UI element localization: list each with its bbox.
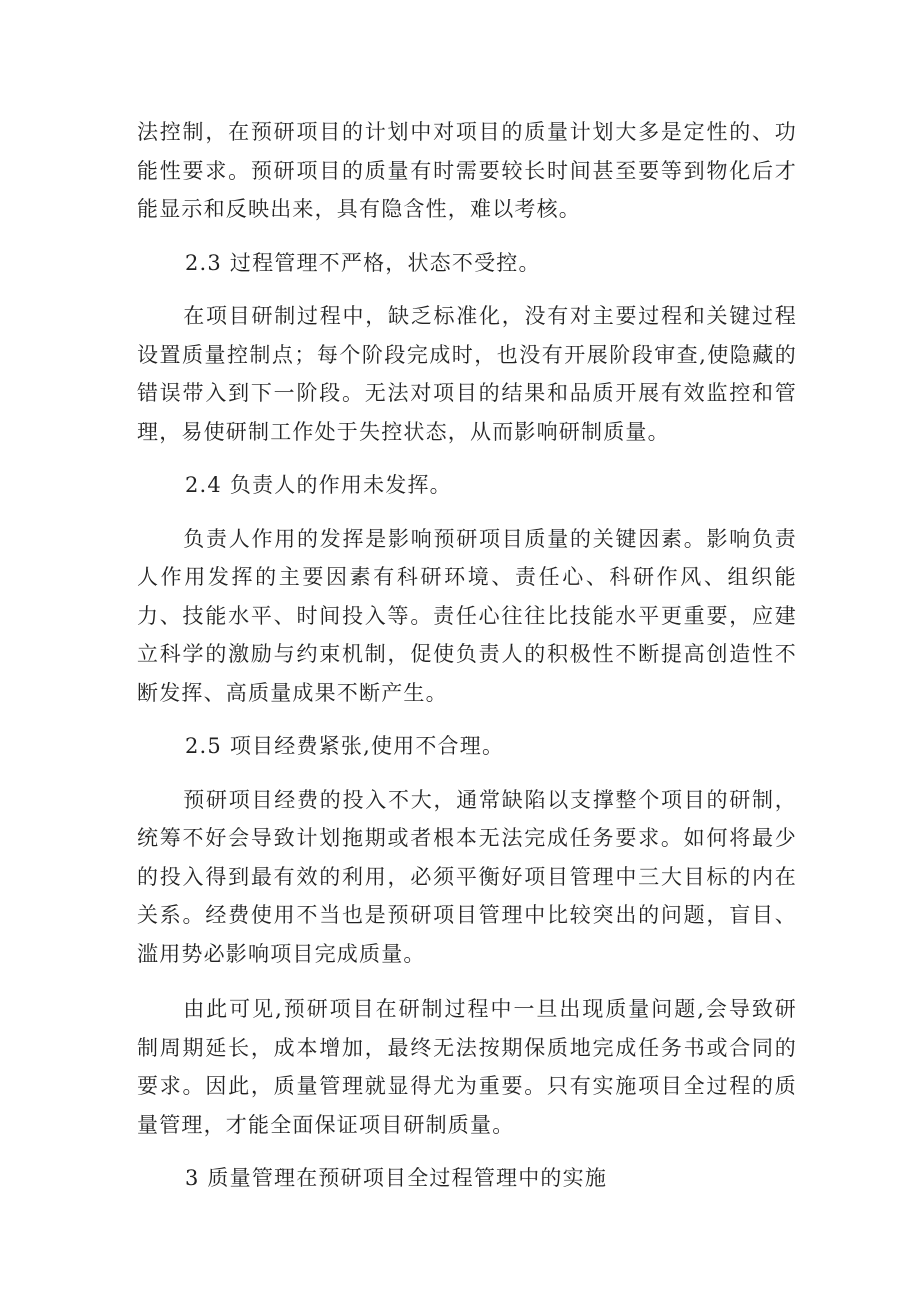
heading-3: 3 质量管理在预研项目全过程管理中的实施 bbox=[185, 1166, 608, 1190]
document-body bbox=[137, 113, 797, 1198]
paragraph-process-management: 在项目研制过程中，缺乏标准化，没有对主要过程和关键过程设置质量控制点；每个阶段完成时，也没有开展阶段审查,使隐藏的错误带入到下一阶段。无法对项目的结果和品质开展有效监控和管理，易使研制工作处于失控状态，从而影响研制质量。 bbox=[137, 304, 797, 444]
heading-2-4: 2.4 负责人的作用未发挥。 bbox=[185, 473, 452, 497]
paragraph-conclusion: 由此可见,预研项目在研制过程中一旦出现质量问题,会导致研制周期延长，成本增加，最终无法按期保质地完成任务书或合同的要求。因此，质量管理就显得尤为重要。只有实施项目全过程的质量管理，才能全面保证项目研制质量。 bbox=[137, 997, 797, 1137]
paragraph-responsible-person: 负责人作用的发挥是影响预研项目质量的关键因素。影响负责人作用发挥的主要因素有科研环境、责任心、科研作风、组织能力、技能水平、时间投入等。责任心往往比技能水平更重要，应建立科学的激励与约束机制，促使负责人的积极性不断提高创造性不断发挥、高质量成果不断产生。 bbox=[137, 526, 797, 705]
heading-2-3: 2.3 过程管理不严格，状态不受控。 bbox=[185, 250, 541, 275]
paragraph-funding: 预研项目经费的投入不大，通常缺陷以支撑整个项目的研制，统筹不好会导致计划拖期或者根本无法完成任务要求。如何将最少的投入得到最有效的利用，必须平衡好项目管理中三大目标的内在关系。经费使用不当也是预研项目管理中比较突出的问题，盲目、滥用势必影响项目完成质量。 bbox=[137, 787, 797, 966]
paragraph-quality-plan-continued: 法控制，在预研项目的计划中对项目的质量计划大多是定性的、功能性要求。预研项目的质量有时需要较长时间甚至要等到物化后才能显示和反映出来，具有隐含性，难以考核。 bbox=[137, 120, 797, 221]
heading-2-5: 2.5 项目经费紧张,使用不合理。 bbox=[185, 734, 505, 758]
